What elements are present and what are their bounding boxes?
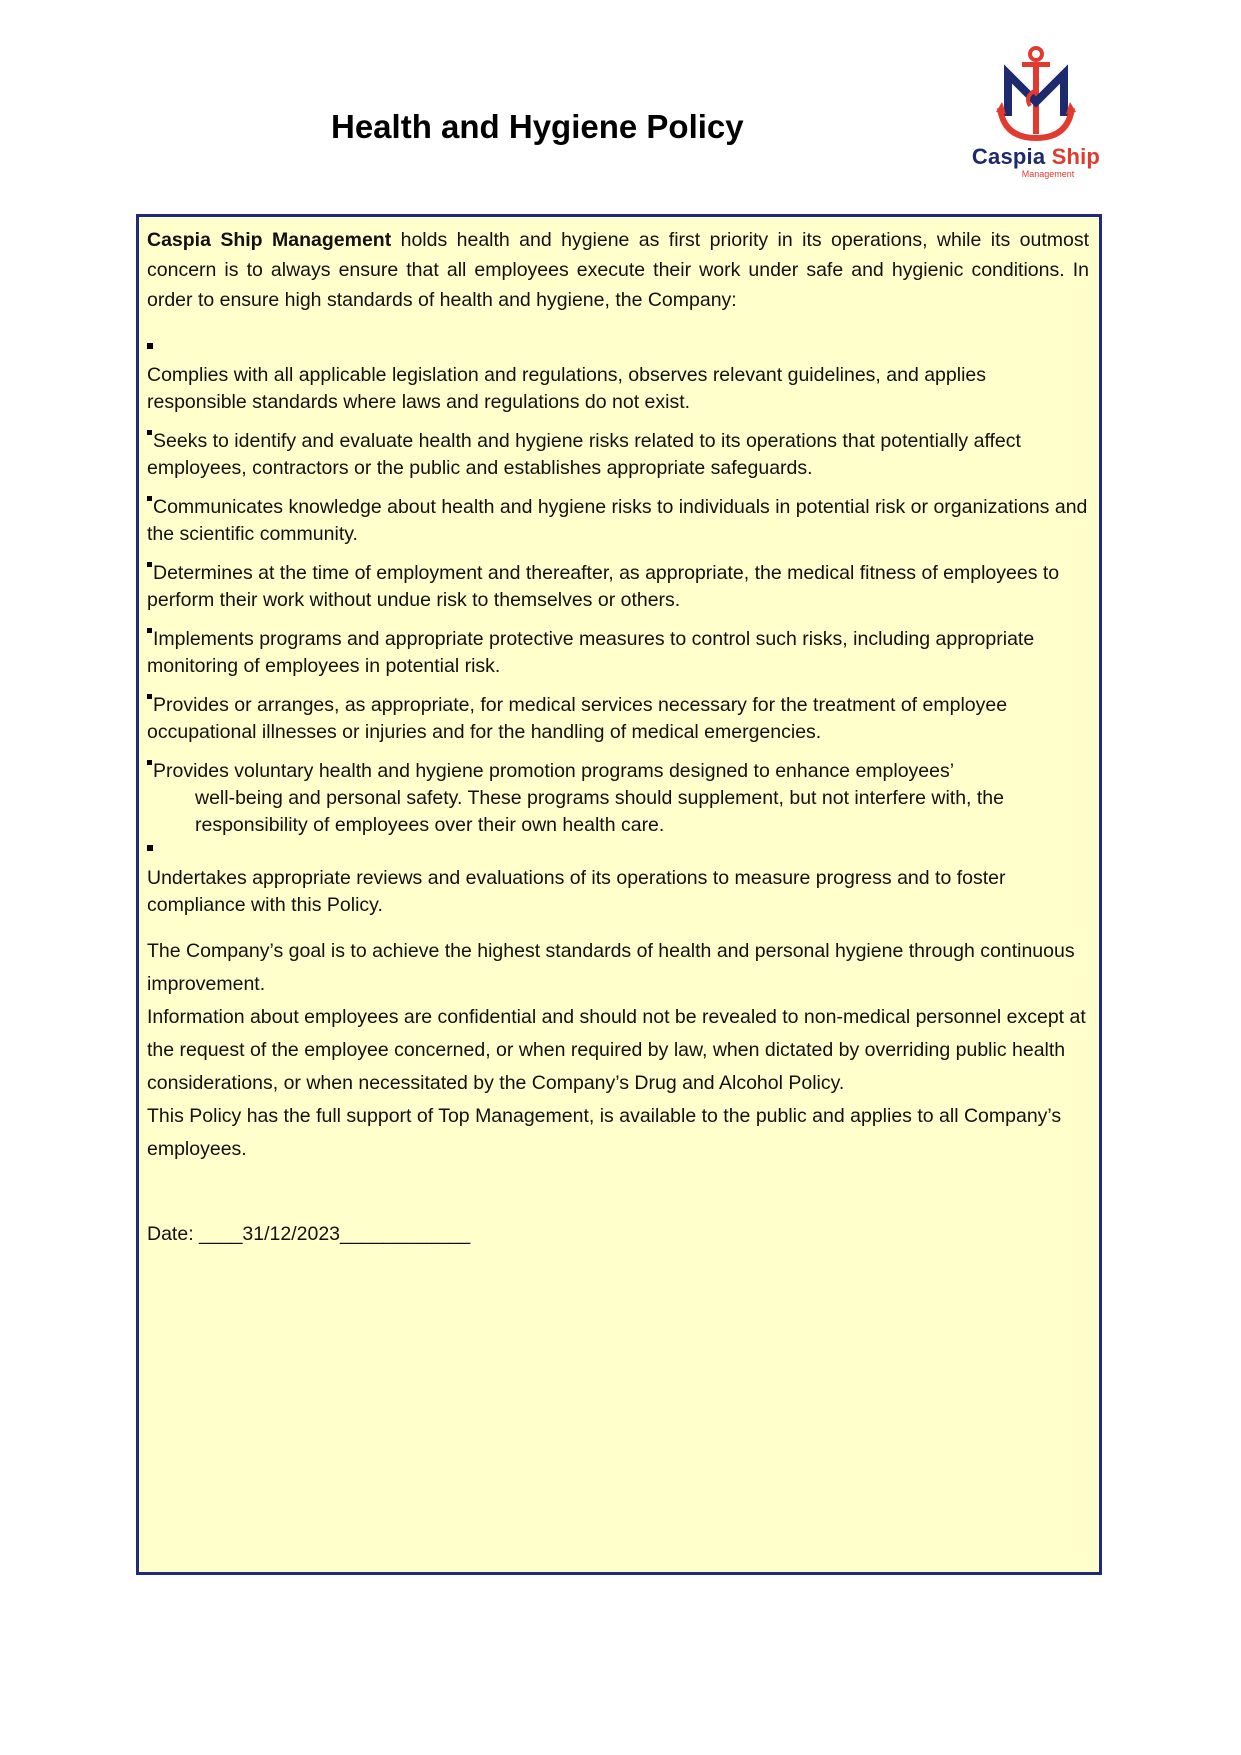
date-value: 31/12/2023	[242, 1223, 341, 1245]
date-label: Date:	[147, 1223, 200, 1245]
intro-paragraph	[147, 225, 1089, 315]
bullet-icon	[147, 694, 152, 699]
list-item-text: Complies with all applicable legislation and regulations, observes relevant guidelines, and applies responsible standards where laws and regulations do not exist.	[147, 364, 987, 413]
list-item-text: Implements programs and appropriate protective measures to control such risks, including appropriate monitoring of employees in potential risk.	[147, 628, 1035, 677]
intro-text: holds health and hygiene as first priority in its operations, while its outmost concern is to always ensure that all employees execute their work under safe and hygienic conditions. In order to ensure high standards of health and hygiene, the Company:	[147, 229, 1090, 311]
list-item	[147, 560, 1089, 614]
bullet-icon	[147, 430, 152, 435]
list-item	[147, 692, 1089, 746]
list-item	[147, 758, 1089, 839]
list-item	[147, 339, 1089, 416]
list-item-text: well-being and personal safety. These programs should supplement, but not interfere with, the responsibility of employees over their own health care.	[195, 787, 1004, 836]
anchor-icon	[994, 46, 1078, 144]
page-title: Health and Hygiene Policy	[331, 108, 744, 145]
bullet-icon	[147, 562, 152, 567]
bullet-icon	[147, 496, 152, 501]
goal-paragraph: The Company’s goal is to achieve the highest standards of health and personal hygiene through continuous improvement.	[147, 940, 1075, 995]
confidentiality-paragraph: Information about employees are confidential and should not be revealed to non-medical personnel except at the request of the employee concerned, or when required by law, when dictated by overriding public health considerations, or when necessitated by the Company’s Drug and Alcohol Policy.	[147, 1006, 1086, 1094]
list-item-text: Seeks to identify and evaluate health and hygiene risks related to its operations that potentially affect employees, contractors or the public and establishes appropriate safeguards.	[147, 430, 1021, 479]
list-item	[147, 428, 1089, 482]
date-blank-before: ____	[199, 1223, 243, 1245]
date-blank-after: ____________	[340, 1223, 471, 1245]
list-item-text: Determines at the time of employment and thereafter, as appropriate, the medical fitness of employees to perform their work without undue risk to themselves or others.	[147, 562, 1060, 611]
brand-name-part2: Ship	[1051, 144, 1101, 169]
list-item-continuation	[147, 785, 1089, 839]
list-item	[147, 626, 1089, 680]
list-item-text: Provides or arranges, as appropriate, for medical services necessary for the treatment of employee occupational illnesses or injuries and for the handling of medical emergencies.	[147, 694, 1008, 743]
list-item-text: Communicates knowledge about health and hygiene risks to individuals in potential risk or organizations and the scientific community.	[147, 496, 1088, 545]
list-item	[147, 494, 1089, 548]
company-name: Caspia Ship Management	[147, 229, 392, 251]
support-paragraph: This Policy has the full support of Top Management, is available to the public and applies to all Company’s employees.	[147, 1105, 1062, 1160]
policy-box	[136, 214, 1102, 1575]
brand-name-part1: Caspia	[971, 144, 1046, 169]
brand-subtitle: Management	[1021, 169, 1075, 179]
bullet-icon	[147, 760, 152, 765]
bullet-icon	[147, 343, 153, 349]
bullet-icon	[147, 845, 153, 851]
date-line	[147, 1218, 1089, 1251]
list-item-text: Undertakes appropriate reviews and evaluations of its operations to measure progress and to foster compliance with this Policy.	[147, 867, 1006, 916]
bullet-icon	[147, 628, 152, 633]
list-item-text: Provides voluntary health and hygiene promotion programs designed to enhance employees’	[153, 760, 955, 782]
brand-name	[960, 144, 1112, 170]
list-item	[147, 841, 1089, 919]
company-logo	[960, 46, 1112, 186]
